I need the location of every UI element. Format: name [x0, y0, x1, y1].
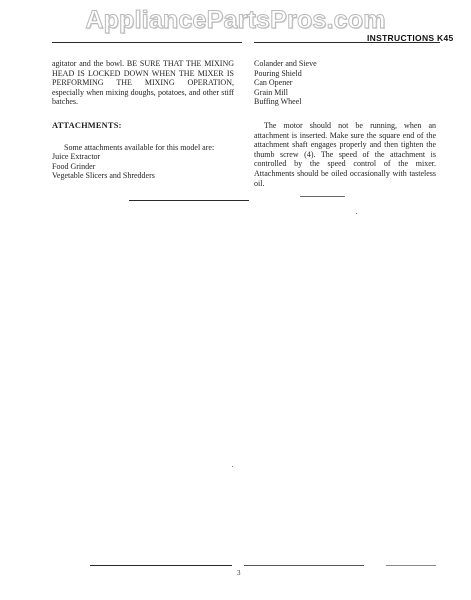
footer-rule-far-right — [386, 565, 436, 566]
continuation-paragraph: agitator and the bowl. BE SURE THAT THE MIXING HEAD IS LOCKED DOWN WHEN THE MIXER IS PERFORMING THE MIXING OPERATION, especially when mixing doughs, potatoes, and other stiff batches. — [52, 59, 234, 107]
scan-speck — [356, 213, 357, 214]
list-item: Vegetable Slicers and Shredders — [52, 171, 155, 181]
section-divider-right — [300, 196, 345, 197]
attachments-list-right — [254, 59, 436, 107]
footer-rule-right — [244, 565, 364, 566]
scan-speck — [232, 466, 233, 467]
list-item: Pouring Shield — [254, 68, 302, 78]
watermark-logo: AppliancePartsPros.com — [85, 6, 386, 34]
header-label: INSTRUCTIONS K45 — [367, 33, 454, 43]
list-item: Juice Extractor — [52, 152, 101, 162]
attachments-intro: Some attachments available for this model are: — [64, 142, 215, 152]
right-column — [254, 59, 436, 188]
list-item: Colander and Sieve — [254, 59, 317, 68]
page-number: 3 — [237, 569, 241, 577]
header-rule-left — [52, 42, 242, 43]
list-item: Food Grinder — [52, 161, 96, 171]
motor-instructions-paragraph: The motor should not be running, when an attachment is inserted. Make sure the square end of the attachment shaft engages properly and then tighten the thumb screw (4). The speed of the attachment is controlled by the speed control of the mixer. Attachments should be oiled occasionally with tasteless oil. — [254, 120, 436, 188]
footer-rule-left — [90, 565, 232, 566]
section-divider-left — [129, 200, 249, 201]
left-column — [52, 59, 234, 181]
list-item: Grain Mill — [254, 87, 288, 97]
list-item: Buffing Wheel — [254, 97, 302, 107]
attachments-list-left — [52, 152, 234, 181]
list-item: Can Opener — [254, 78, 293, 88]
attachments-heading: ATTACHMENTS: — [52, 120, 122, 130]
